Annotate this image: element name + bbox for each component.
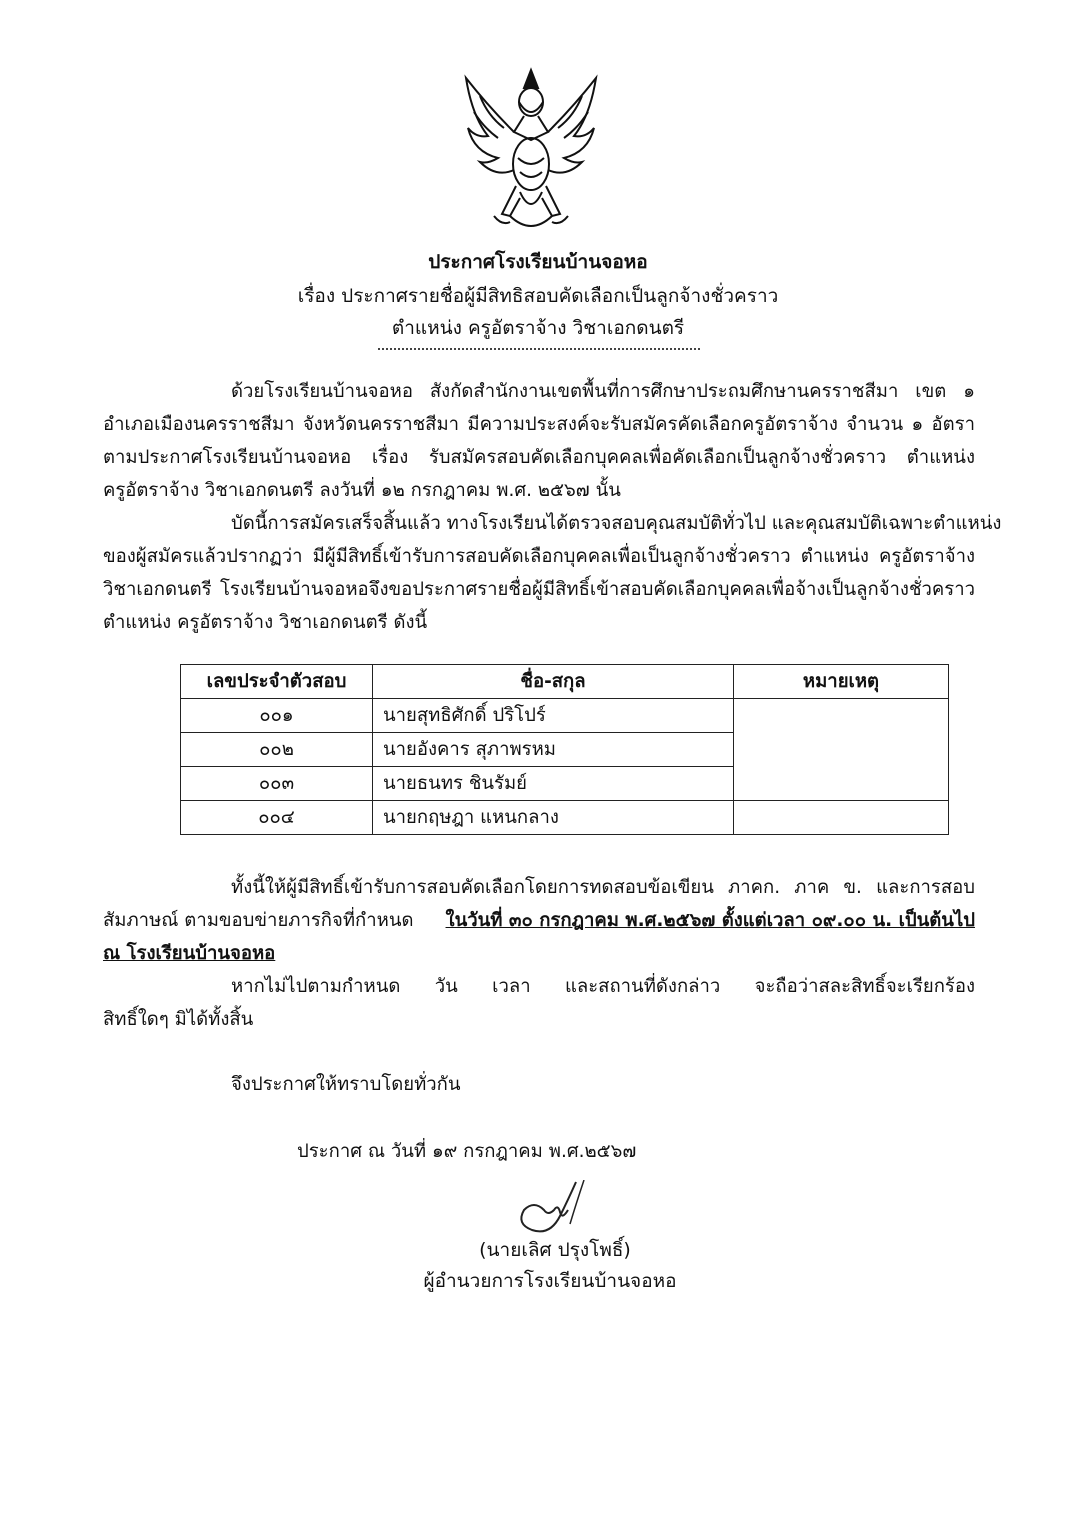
table-row — [181, 699, 949, 733]
table-row — [181, 801, 949, 835]
paragraph-2-line-2: ของผู้สมัครแล้วปรากฏว่า มีผู้มีสิทธิ์เข้ารับการสอบคัดเลือกบุคคลเพื่อเป็นลูกจ้างชั่วคราว ตำแหน่ง ครูอัตราจ้าง — [103, 546, 975, 567]
dotted-separator — [378, 346, 700, 350]
signature-mark — [510, 1180, 600, 1240]
announcement-date: ประกาศ ณ วันที่ ๑๙ กรกฎาคม พ.ศ.๒๕๖๗ — [297, 1141, 637, 1162]
closing-statement: จึงประกาศให้ทราบโดยทั่วกัน — [231, 1074, 461, 1095]
paragraph-4-line-2: สิทธิ์ใดๆ มิได้ทั้งสิ้น — [103, 1009, 254, 1030]
remarks-cell — [734, 699, 949, 801]
full-name-cell: นายอังคาร สุภาพรหม — [373, 733, 734, 767]
column-header-remarks: หมายเหตุ — [734, 665, 949, 699]
signatory-title: ผู้อำนวยการโรงเรียนบ้านจอหอ — [423, 1270, 677, 1292]
paragraph-3-line-3 — [103, 939, 975, 968]
exam-date-time: ในวันที่ ๓๐ กรกฎาคม พ.ศ.๒๕๖๗ ตั้งแต่เวลา ๐๙.๐๐ น. เป็นต้นไป — [445, 910, 975, 931]
table-header-row — [181, 665, 949, 699]
announcement-position: ตำแหน่ง ครูอัตราจ้าง วิชาเอกดนตรี — [391, 317, 685, 339]
paragraph-1-line-4: ครูอัตราจ้าง วิชาเอกดนตรี ลงวันที่ ๑๒ กรกฎาคม พ.ศ. ๒๕๖๗ นั้น — [103, 480, 621, 501]
paragraph-2-line-1: บัดนี้การสมัครเสร็จสิ้นแล้ว ทางโรงเรียนได้ตรวจสอบคุณสมบัติทั่วไป และคุณสมบัติเฉพาะตำแหน่ง — [231, 513, 1002, 534]
announcement-title: ประกาศโรงเรียนบ้านจอหอ — [428, 251, 648, 273]
paragraph-1-line-2: อำเภอเมืองนครราชสีมา จังหวัดนครราชสีมา มีความประสงค์จะรับสมัครคัดเลือกครูอัตราจ้าง จำนวน ๑ อัตรา — [103, 414, 975, 435]
full-name-cell: นายธนทร ชินรัมย์ — [373, 767, 734, 801]
garuda-emblem-icon — [458, 66, 604, 238]
exam-id-cell: ๐๐๒ — [181, 733, 373, 767]
paragraph-3-line-2 — [103, 906, 975, 935]
full-name-cell: นายสุทธิศักดิ์ ปริโปร์ — [373, 699, 734, 733]
candidate-table — [180, 664, 949, 835]
paragraph-2-line-4: ตำแหน่ง ครูอัตราจ้าง วิชาเอกดนตรี ดังนี้ — [103, 612, 428, 633]
column-header-exam-id: เลขประจำตัวสอบ — [181, 665, 373, 699]
paragraph-1-line-1: ด้วยโรงเรียนบ้านจอหอ สังกัดสำนักงานเขตพื้นที่การศึกษาประถมศึกษานครราชสีมา เขต ๑ — [231, 381, 975, 402]
exam-id-cell: ๐๐๓ — [181, 767, 373, 801]
announcement-subject: เรื่อง ประกาศรายชื่อผู้มีสิทธิสอบคัดเลือกเป็นลูกจ้างชั่วคราว — [297, 285, 779, 307]
full-name-cell: นายกฤษฎา แหนกลาง — [373, 801, 734, 835]
exam-id-cell: ๐๐๔ — [181, 801, 373, 835]
exam-info-text: สัมภาษณ์ ตามขอบข่ายภารกิจที่กำหนด — [103, 910, 414, 931]
paragraph-2-line-3: วิชาเอกดนตรี โรงเรียนบ้านจอหอจึงขอประกาศรายชื่อผู้มีสิทธิ์เข้าสอบคัดเลือกบุคคลเพื่อจ้างเป็นลูกจ้างชั่วคราว — [103, 579, 975, 600]
exam-id-cell: ๐๐๑ — [181, 699, 373, 733]
signatory-name: (นายเลิศ ปรุงโพธิ์) — [479, 1239, 631, 1261]
paragraph-1-line-3: ตามประกาศโรงเรียนบ้านจอหอ เรื่อง รับสมัครสอบคัดเลือกบุคคลเพื่อคัดเลือกเป็นลูกจ้างชั่วคราว ตำแหน่ง — [103, 447, 975, 468]
remarks-cell — [734, 801, 949, 835]
paragraph-3-line-1: ทั้งนี้ให้ผู้มีสิทธิ์เข้ารับการสอบคัดเลือกโดยการทดสอบข้อเขียน ภาคก. ภาค ข. และการสอบ — [231, 877, 975, 898]
paragraph-4-line-1: หากไม่ไปตามกำหนด วัน เวลา และสถานที่ดังกล่าว จะถือว่าสละสิทธิ์จะเรียกร้อง — [231, 976, 975, 997]
exam-venue: ณ โรงเรียนบ้านจอหอ — [103, 943, 276, 964]
column-header-full-name: ชื่อ-สกุล — [373, 665, 734, 699]
